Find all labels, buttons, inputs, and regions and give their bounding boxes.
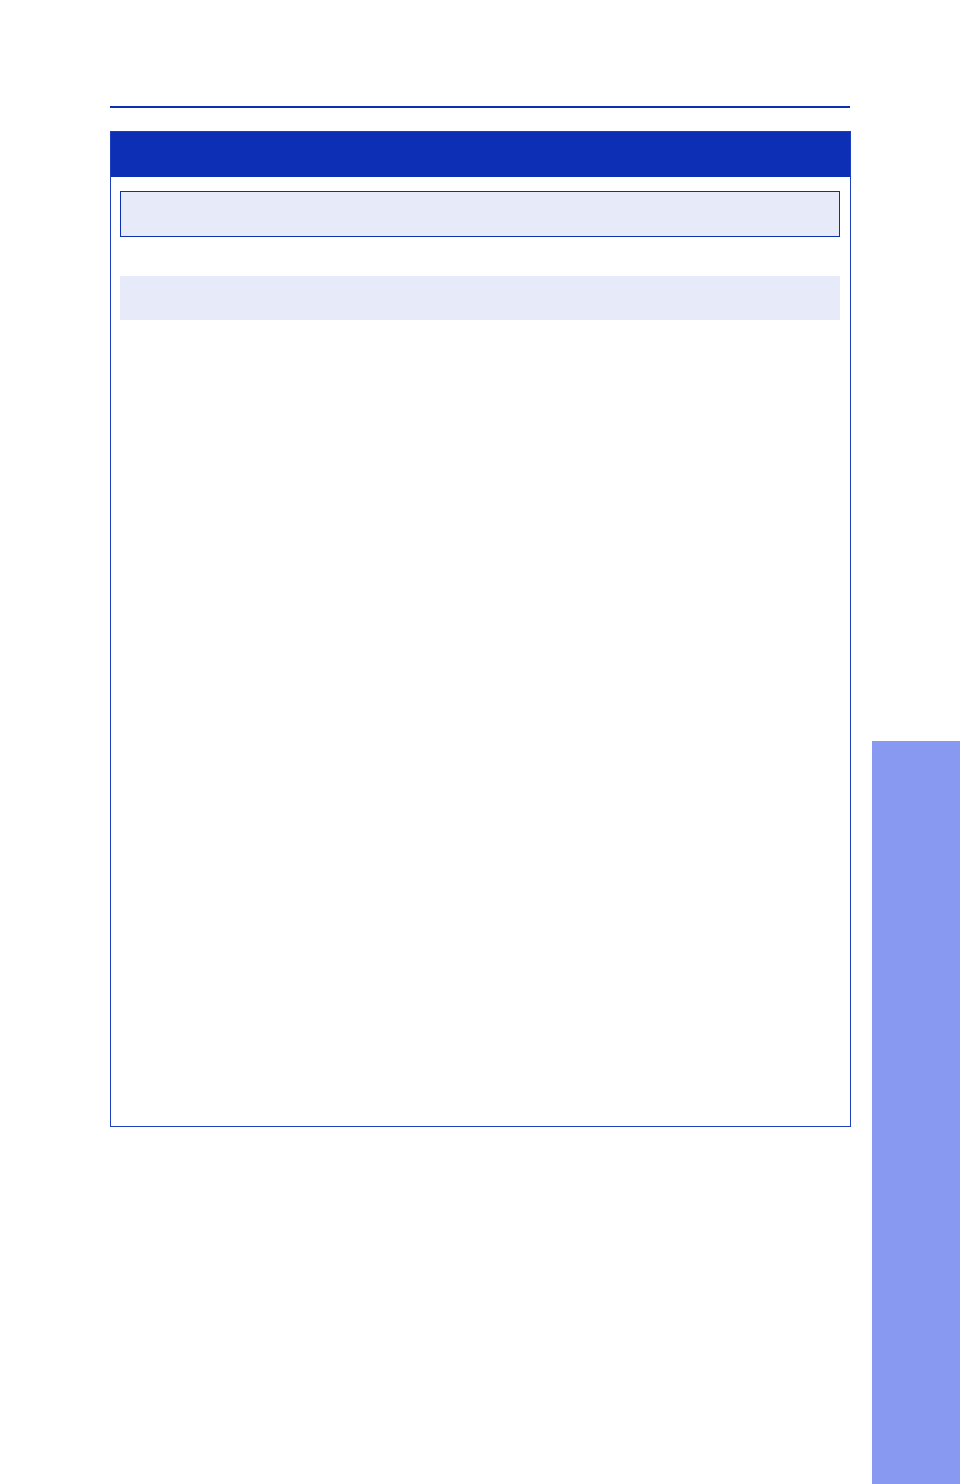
additional-items-box: [120, 276, 840, 320]
section-tab: [872, 741, 960, 1484]
title-rule: [110, 106, 850, 108]
interval-heading: [111, 132, 850, 177]
inspect-heading: [120, 248, 850, 270]
note-box: [120, 191, 840, 237]
maintenance-log-box: [110, 131, 851, 1127]
service-checklist: [111, 177, 850, 181]
